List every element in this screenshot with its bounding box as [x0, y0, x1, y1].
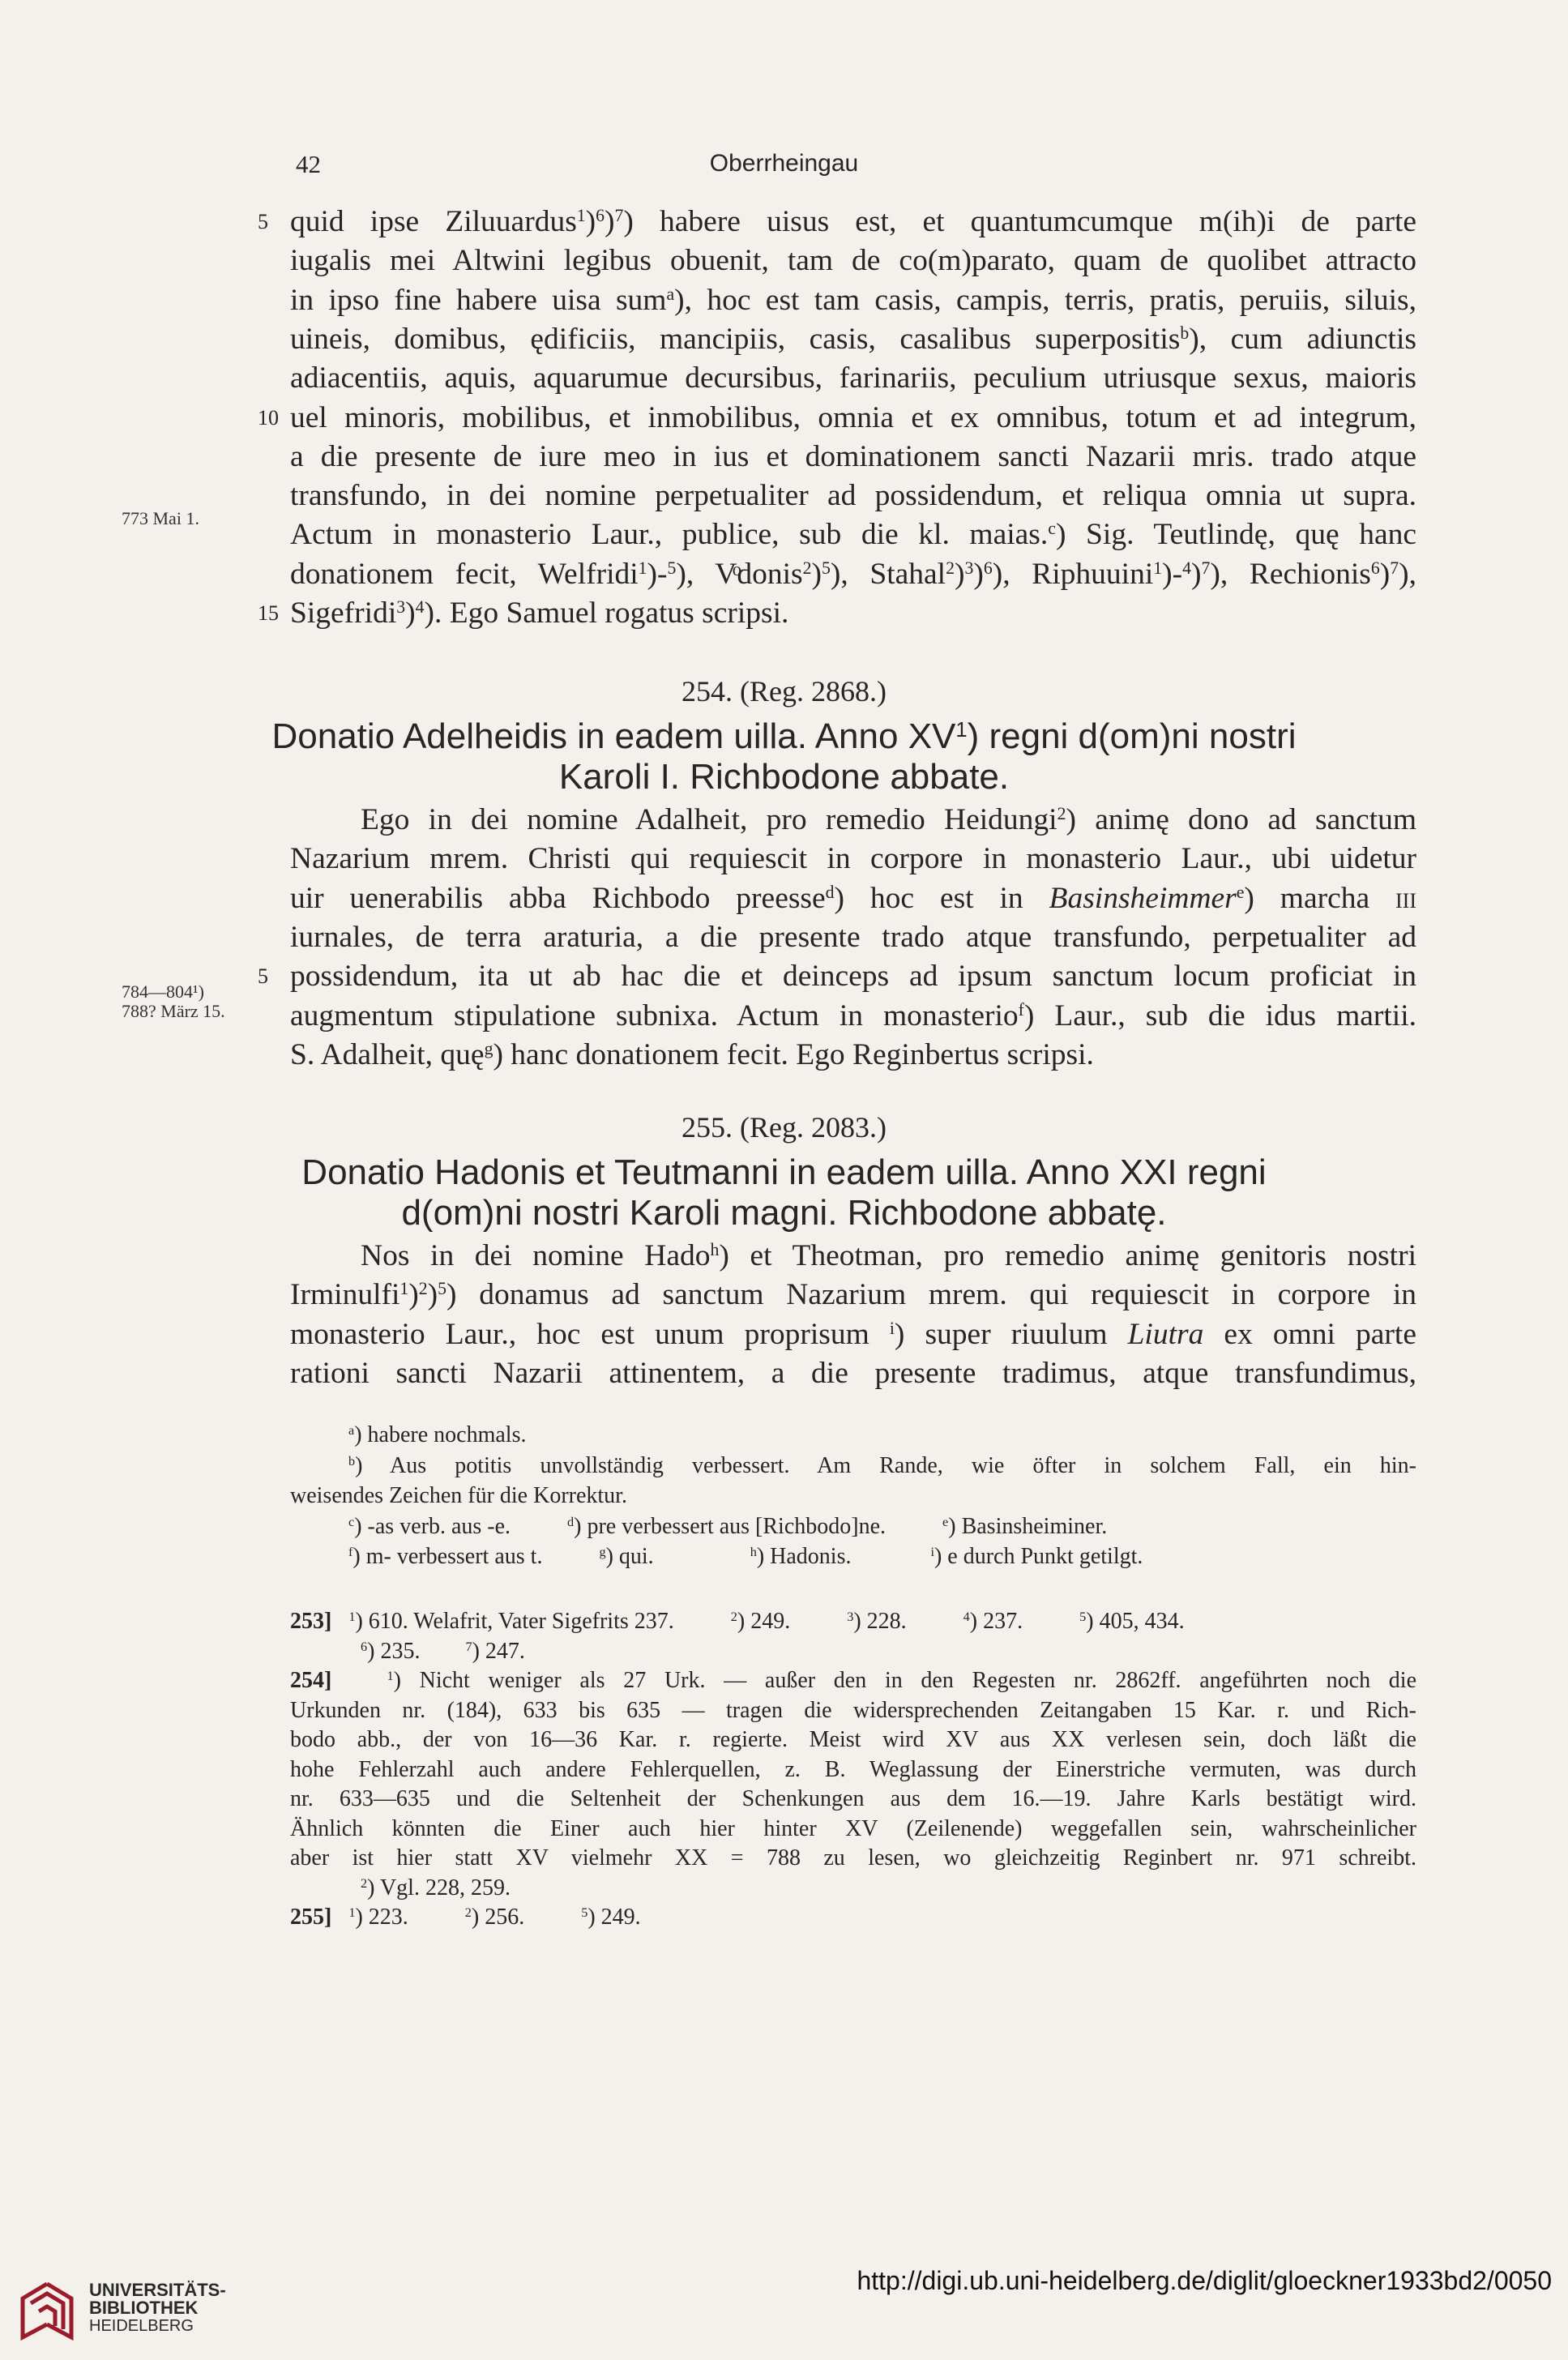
charter-255-title: d(om)ni nostri Karoli magni. Richbodone abbatę.: [401, 1193, 1167, 1233]
commentary-note: 254] $^1$) Nicht weniger als 27 Urk. — außer den in den Regesten nr. 2862ff. angeführten noch die: [290, 1668, 1417, 1693]
charter-255-number: 255. (Reg. 2083.): [681, 1111, 887, 1144]
commentary-note: bodo abb., der von 16—36 Kar. r. regierte. Meist wird XV aus XX verlesen sein, doch läßt die: [290, 1727, 1416, 1752]
charter-254-text-line: uir uenerabilis abba Richbodo preesse$^d$) hoc est in Basinsheimmer$^e$) marcha iii: [290, 881, 1416, 915]
margin-date-253: 773 Mai 1.: [122, 508, 199, 528]
charter-253-text-line: iugalis mei Altwini legibus obuenit, tam de co(m)parato, quam de quolibet attracto: [290, 244, 1416, 278]
textual-note: $^c$) -as verb. aus -e. $^d$) pre verbessert aus [Richbodo]ne. $^e$) Basinsheiminer.: [348, 1513, 1108, 1539]
charter-254-number: 254. (Reg. 2868.): [681, 675, 887, 708]
commentary-note: 255] $^1$) 223. $^2$) 256. $^5$) 249.: [290, 1905, 641, 1930]
charter-253-text-line-number: 10: [258, 405, 279, 430]
running-title: Oberrheingau: [709, 150, 859, 177]
charter-253-text-line: transfundo, in dei nomine perpetualiter ad possidendum, et reliqua omnia ut supra.: [290, 479, 1416, 513]
charter-254-title: Karoli I. Richbodone abbate.: [558, 757, 1010, 797]
commentary-note: $^6$) 235. $^7$) 247.: [361, 1638, 525, 1664]
commentary-note: 253] $^1$) 610. Welafrit, Vater Sigefrits 237. $^2$) 249. $^3$) 228. $^4$) 237. $^5$) 405, 434.: [290, 1609, 1185, 1634]
library-name-line1: UNIVERSITÄTS-: [89, 2280, 226, 2300]
commentary-note: hohe Fehlerzahl auch andere Fehlerquellen, z. B. Weglassung der Einerstriche vermuten, was durch: [290, 1756, 1416, 1782]
charter-253-text-line: uel minoris, mobilibus, et inmobilibus, omnia et ex omnibus, totum et ad integrum,: [290, 400, 1416, 434]
charter-254-text-line: Nazarium mrem. Christi qui requiescit in corpore in monasterio Laur., ubi uidetur: [290, 842, 1416, 876]
page-header: [0, 150, 1568, 182]
charter-253-text-line: Sigefridi$^3$)$^4$). Ego Samuel rogatus scripsi.: [290, 596, 789, 630]
library-name-line3: HEIDELBERG: [89, 2317, 194, 2335]
charter-255-text-line: Nos in dei nomine Hado$^h$) et Theotman, pro remedio animę genitoris nostri: [361, 1239, 1416, 1272]
charter-253-text-line-number: 15: [258, 601, 279, 625]
charter-254-text-line-number: 5: [258, 964, 268, 989]
commentary-note: $^2$) Vgl. 228, 259.: [361, 1875, 511, 1900]
source-url-link[interactable]: http://digi.ub.uni-heidelberg.de/diglit/gloeckner1933bd2/0050: [857, 2266, 1552, 2295]
charter-253-text-line-number: 5: [258, 210, 268, 233]
charter-253-text-line: a die presente de iure meo in ius et dominationem sancti Nazarii mris. trado atque: [290, 439, 1416, 473]
textual-note: $^a$) habere nochmals.: [348, 1422, 527, 1447]
charter-255-text-line: monasterio Laur., hoc est unum proprisum $^i$) super riuulum Liutra ex omni parte: [290, 1317, 1416, 1351]
charter-253-text-line: Actum in monasterio Laur., publice, sub die kl. maias.$^c$) Sig. Teutlindę, quę hanc: [290, 518, 1416, 552]
margin-date-254a: 784—804¹): [122, 981, 204, 1002]
textual-note: weisendes Zeichen für die Korrektur.: [290, 1483, 627, 1508]
charter-253-text-line: quid ipse Ziluuardus$^1$)$^6$)$^7$) habere uisus est, et quantumcumque m(ih)i de parte: [290, 205, 1417, 238]
charter-254-text-line: Ego in dei nomine Adalheit, pro remedio Heidungi$^2$) animę dono ad sanctum: [361, 803, 1416, 836]
charter-254-title: Donatio Adelheidis in eadem uilla. Anno $XV^1$) regni d(om)ni nostri: [271, 716, 1297, 756]
charter-253-text-line: uineis, domibus, ędificiis, mancipiis, casis, casalibus superpositis$^b$), cum adiunctis: [290, 322, 1416, 356]
commentary-note: aber ist hier statt XV vielmehr XX = 788 zu lesen, wo gleichzeitig Reginbert nr. 971 schreibt.: [290, 1845, 1416, 1870]
charter-255-text-line: Irminulfi$^1$)$^2$)$^5$) donamus ad sanctum Nazarium mrem. qui requiescit in corpore in: [290, 1278, 1416, 1312]
charter-254-text-line: augmentum stipulatione subnixa. Actum in monasterio$^f$) Laur., sub die idus martii.: [290, 998, 1416, 1032]
charter-255-title: Donatio Hadonis et Teutmanni in eadem uilla. Anno XXI regni: [301, 1152, 1267, 1192]
charter-254-text-line: possidendum, ita ut ab hac die et deinceps ad ipsum sanctum locum proficiat in: [290, 960, 1416, 994]
charter-253-text-line: adiacentiis, aquis, aquarumue decursibus, farinariis, peculium utriusque sexus, maioris: [290, 361, 1416, 395]
page-number: 42: [296, 150, 321, 178]
charter-254-text-line: S. Adalheit, quę$^g$) hanc donationem fecit. Ego Reginbertus scripsi.: [290, 1037, 1094, 1071]
charter-253-text-line: donationem fecit, Welfridi$^1$)-$^5$), Vͦdonis$^2$)$^5$), Stahal$^2$)$^3$)$^6$), Riphuuini$^1$)-$^4$)$^7$), Rechionis$^6$)$^7$),: [290, 557, 1416, 591]
textual-note: $^b$) Aus potitis unvollständig verbessert. Am Rande, wie öfter in solchem Fall, ein hin-: [348, 1452, 1416, 1478]
commentary-note: nr. 633—635 und die Seltenheit der Schenkungen aus dem 16.—19. Jahre Karls bestätigt wird.: [290, 1786, 1416, 1811]
textual-note: $^f$) m- verbessert aus t. $^g$) qui. $^h$) Hadonis. $^i$) e durch Punkt getilgt.: [348, 1544, 1143, 1569]
commentary-note: Ähnlich könnten die Einer auch hier hinter XV (Zeilenende) weggefallen sein, wahrscheinlicher: [290, 1815, 1416, 1841]
commentary-note: Urkunden nr. (184), 633 bis 635 — tragen die widersprechenden Zeitangaben 15 Kar. r. und Rich-: [290, 1697, 1416, 1723]
charter-255-text-line: rationi sancti Nazarii attinentem, a die presente tradimus, atque transfundimus,: [290, 1356, 1416, 1390]
charter-254-text-line: iurnales, de terra araturia, a die presente trado atque transfundo, perpetualiter ad: [290, 920, 1416, 954]
margin-date-254b: 788? März 15.: [122, 1001, 225, 1021]
library-name-line2: BIBLIOTHEK: [89, 2298, 199, 2318]
charter-253-text-line: in ipso fine habere uisa sum$^a$), hoc est tam casis, campis, terris, pratis, peruiis, siluis,: [290, 283, 1416, 317]
library-name: [89, 2281, 226, 2335]
library-logo-icon: [18, 2279, 76, 2344]
